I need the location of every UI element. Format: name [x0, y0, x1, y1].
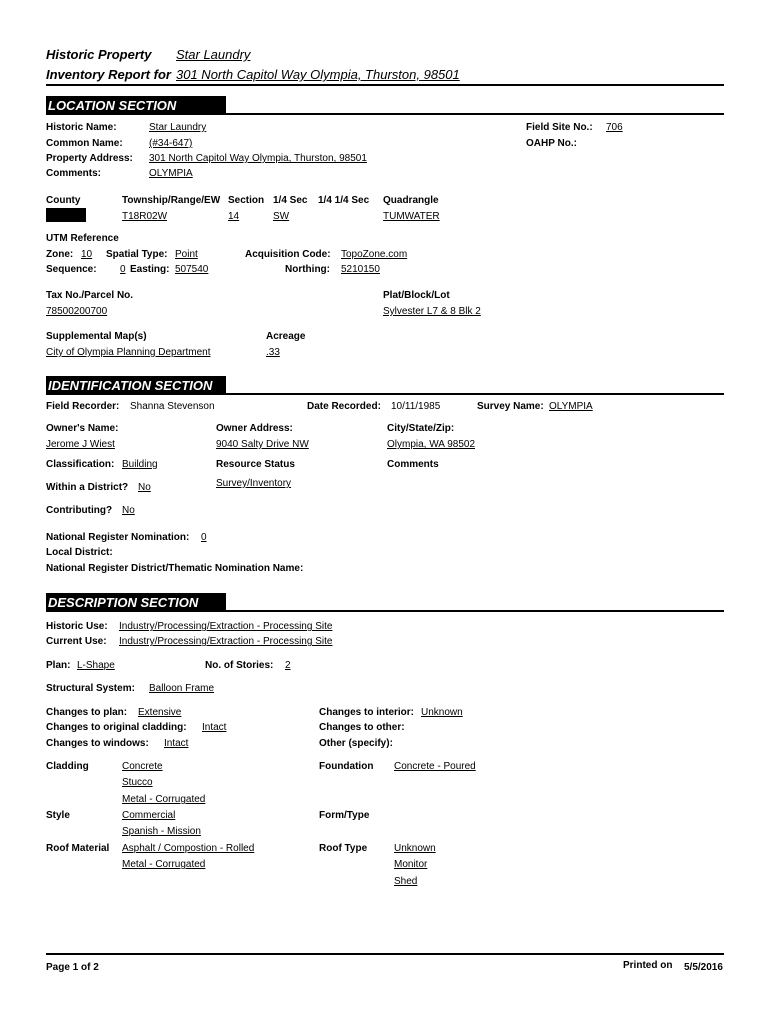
- plan-label: Plan:: [46, 660, 71, 671]
- changes-other-label: Changes to other:: [319, 722, 405, 733]
- page-number: Page 1 of 2: [46, 962, 99, 973]
- survey-name-value: OLYMPIA: [549, 401, 593, 412]
- city-state-zip-value: Olympia, WA 98502: [387, 439, 476, 450]
- footer-rule: [46, 953, 724, 955]
- cladding-item: Concrete: [122, 761, 163, 772]
- roof-type-label: Roof Type: [319, 843, 368, 854]
- identification-section-header: IDENTIFICATION SECTION: [46, 376, 226, 395]
- utm-reference-label: UTM Reference: [46, 233, 119, 244]
- changes-windows-value: Intact: [164, 738, 189, 749]
- style-label: Style: [46, 810, 70, 821]
- quarter-sec-value: SW: [273, 211, 290, 222]
- township-value: T18R02W: [122, 211, 168, 222]
- style-item: Commercial: [122, 810, 176, 821]
- field-site-label: Field Site No.:: [526, 122, 593, 133]
- spatial-type-value: Point: [175, 249, 198, 260]
- id-comments-label: Comments: [387, 459, 439, 470]
- property-address-label: Property Address:: [46, 153, 133, 164]
- contributing-value: No: [122, 505, 135, 516]
- foundation-label: Foundation: [319, 761, 374, 772]
- owner-name-label: Owner's Name:: [46, 423, 119, 434]
- stories-label: No. of Stories:: [205, 660, 274, 671]
- national-register-label: National Register Nomination:: [46, 532, 190, 543]
- roof-material-item: Metal - Corrugated: [122, 859, 206, 870]
- historic-name-label: Historic Name:: [46, 122, 117, 133]
- date-recorded-label: Date Recorded:: [307, 401, 381, 412]
- supplemental-maps-label: Supplemental Map(s): [46, 331, 147, 342]
- changes-plan-label: Changes to plan:: [46, 707, 128, 718]
- quarter-sec-label: 1/4 Sec: [273, 195, 308, 206]
- changes-cladding-value: Intact: [202, 722, 227, 733]
- description-rule: [46, 610, 724, 612]
- changes-plan-value: Extensive: [138, 707, 182, 718]
- report-title-line2: Inventory Report for: [46, 67, 171, 82]
- historic-use-value: Industry/Processing/Extraction - Processing Site: [119, 621, 333, 632]
- acreage-label: Acreage: [266, 331, 306, 342]
- report-address: 301 North Capitol Way Olympia, Thurston, 98501: [176, 67, 460, 82]
- foundation-value: Concrete - Poured: [394, 761, 476, 772]
- easting-label: Easting:: [130, 264, 170, 275]
- city-state-zip-label: City/State/Zip:: [387, 423, 455, 434]
- owner-address-value: 9040 Salty Drive NW: [216, 439, 309, 450]
- cladding-label: Cladding: [46, 761, 89, 772]
- zone-value: 10: [81, 249, 93, 260]
- other-specify-label: Other (specify):: [319, 738, 393, 749]
- roof-type-item: Shed: [394, 876, 418, 887]
- acreage-value: .33: [266, 347, 280, 358]
- northing-value: 5210150: [341, 264, 380, 275]
- report-title-line1: Historic Property: [46, 47, 152, 62]
- quarter-quarter-sec-label: 1/4 1/4 Sec: [318, 195, 370, 206]
- cladding-item: Stucco: [122, 777, 153, 788]
- style-item: Spanish - Mission: [122, 826, 201, 837]
- roof-material-label: Roof Material: [46, 843, 110, 854]
- current-use-value: Industry/Processing/Extraction - Processing Site: [119, 636, 333, 647]
- roof-material-item: Asphalt / Compostion - Rolled: [122, 843, 255, 854]
- property-address-value: 301 North Capitol Way Olympia, Thurston, 98501: [149, 153, 367, 164]
- historic-property-name: Star Laundry: [176, 47, 251, 62]
- classification-value: Building: [122, 459, 158, 470]
- resource-status-value: Survey/Inventory: [216, 478, 292, 489]
- changes-interior-label: Changes to interior:: [319, 707, 415, 718]
- county-redaction: [46, 208, 86, 222]
- owner-address-label: Owner Address:: [216, 423, 293, 434]
- local-district-label: Local District:: [46, 547, 113, 558]
- easting-value: 507540: [175, 264, 209, 275]
- oahp-label: OAHP No.:: [526, 138, 577, 149]
- acquisition-code-label: Acquisition Code:: [245, 249, 331, 260]
- section-label: Section: [228, 195, 265, 206]
- date-recorded-value: 10/11/1985: [391, 401, 441, 412]
- plat-block-lot-value: Sylvester L7 & 8 Blk 2: [383, 306, 481, 317]
- supplemental-maps-value: City of Olympia Planning Department: [46, 347, 211, 358]
- changes-interior-value: Unknown: [421, 707, 463, 718]
- field-site-value: 706: [606, 122, 623, 133]
- identification-rule: [46, 393, 724, 395]
- northing-label: Northing:: [285, 264, 330, 275]
- contributing-label: Contributing?: [46, 505, 113, 516]
- description-section-header: DESCRIPTION SECTION: [46, 593, 226, 612]
- structural-system-label: Structural System:: [46, 683, 135, 694]
- zone-label: Zone:: [46, 249, 74, 260]
- historic-use-label: Historic Use:: [46, 621, 108, 632]
- township-label: Township/Range/EW: [122, 195, 221, 206]
- printed-on-label: Printed on: [623, 960, 673, 971]
- field-recorder-label: Field Recorder:: [46, 401, 120, 412]
- changes-windows-label: Changes to windows:: [46, 738, 149, 749]
- common-name-label: Common Name:: [46, 138, 123, 149]
- structural-system-value: Balloon Frame: [149, 683, 215, 694]
- national-register-value: 0: [201, 532, 207, 543]
- roof-type-item: Monitor: [394, 859, 428, 870]
- changes-cladding-label: Changes to original cladding:: [46, 722, 187, 733]
- within-district-label: Within a District?: [46, 482, 129, 493]
- nr-district-label: National Register District/Thematic Nomination Name:: [46, 563, 304, 574]
- form-type-label: Form/Type: [319, 810, 370, 821]
- classification-label: Classification:: [46, 459, 115, 470]
- within-district-value: No: [138, 482, 151, 493]
- stories-value: 2: [285, 660, 291, 671]
- printed-date: 5/5/2016: [684, 962, 723, 973]
- plat-block-lot-label: Plat/Block/Lot: [383, 290, 450, 301]
- header-rule: [46, 84, 724, 86]
- comments-value: OLYMPIA: [149, 168, 193, 179]
- tax-parcel-value: 78500200700: [46, 306, 108, 317]
- current-use-label: Current Use:: [46, 636, 107, 647]
- location-section-header: LOCATION SECTION: [46, 96, 226, 115]
- cladding-item: Metal - Corrugated: [122, 794, 206, 805]
- common-name-value: (#34-647): [149, 138, 193, 149]
- sequence-label: Sequence:: [46, 264, 97, 275]
- quadrangle-label: Quadrangle: [383, 195, 439, 206]
- location-rule: [46, 113, 724, 115]
- comments-label: Comments:: [46, 168, 102, 179]
- resource-status-label: Resource Status: [216, 459, 295, 470]
- sequence-value: 0: [120, 264, 126, 275]
- quadrangle-value: TUMWATER: [383, 211, 440, 222]
- spatial-type-label: Spatial Type:: [106, 249, 168, 260]
- survey-name-label: Survey Name:: [477, 401, 544, 412]
- historic-name-value: Star Laundry: [149, 122, 207, 133]
- county-label: County: [46, 195, 81, 206]
- acquisition-code-value: TopoZone.com: [341, 249, 408, 260]
- plan-value: L-Shape: [77, 660, 115, 671]
- owner-name-value: Jerome J Wiest: [46, 439, 115, 450]
- section-value: 14: [228, 211, 240, 222]
- tax-parcel-label: Tax No./Parcel No.: [46, 290, 134, 301]
- field-recorder-value: Shanna Stevenson: [130, 401, 215, 412]
- roof-type-item: Unknown: [394, 843, 436, 854]
